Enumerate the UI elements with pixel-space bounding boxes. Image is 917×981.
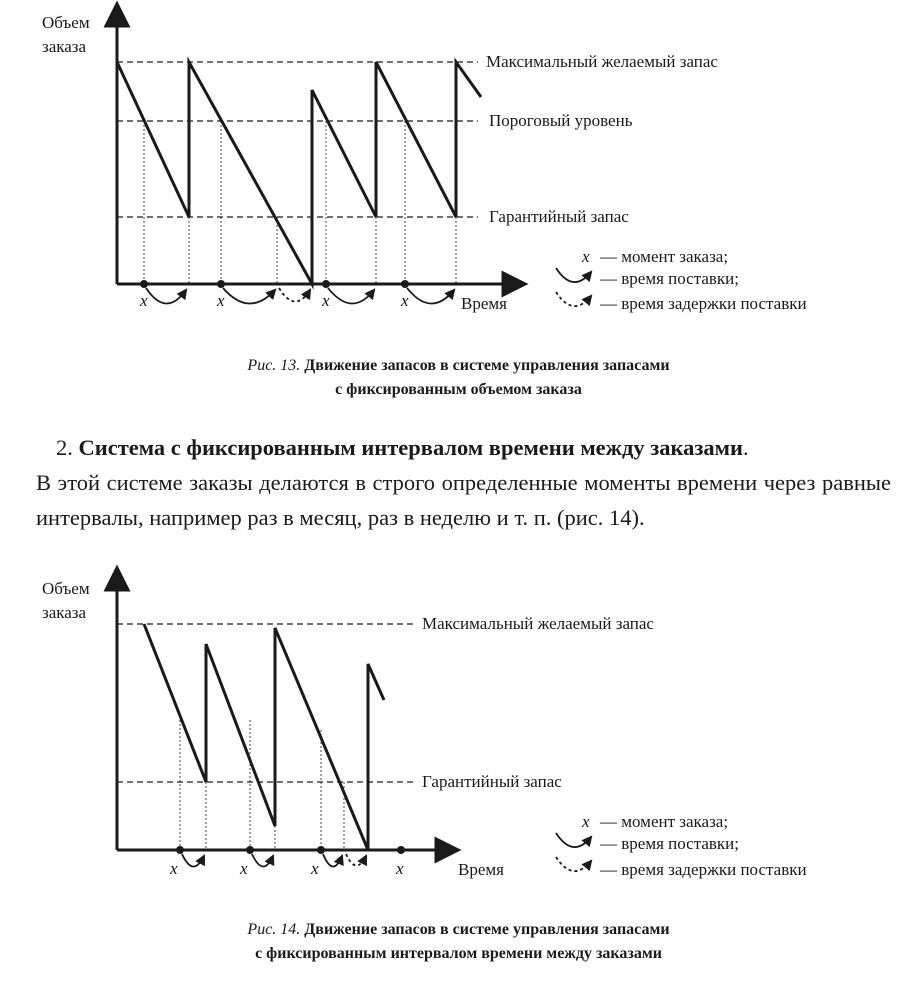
- fig13-y-axis-label-2: заказа: [42, 37, 87, 56]
- fig13-caption-line2: с фиксированным объемом заказа: [335, 381, 582, 398]
- fig13-legend-delivery-icon: [556, 268, 591, 282]
- fig13-stock-line: [117, 62, 481, 284]
- fig14-delivery-arcs: [182, 854, 366, 867]
- fig14-caption-number: Рис. 14.: [247, 921, 301, 938]
- fig13-legend-order-symbol: x: [582, 247, 590, 266]
- fig13-order-x: x: [322, 291, 330, 310]
- fig13-order-labels: [139, 291, 409, 310]
- fig14-legend-order-symbol: x: [582, 812, 590, 831]
- fig14-y-axis-label-1: Объем: [42, 579, 90, 598]
- fig13-caption-line1: Движение запасов в системе управления запасами: [304, 357, 670, 374]
- fig14-order-x: x: [396, 859, 404, 878]
- figure-14: [42, 578, 807, 879]
- fig14-legend-order-text: — момент заказа;: [600, 812, 729, 831]
- fig13-level-safety-label: Гарантийный запас: [489, 207, 629, 226]
- section-heading-end: .: [742, 435, 749, 460]
- figure-13: [42, 13, 807, 313]
- section-body-text: В этой системе заказы делаются в строго определенные моменты времени через равные интервалы, например раз в месяц, раз в неделю и т. п. (рис. 14).: [36, 470, 891, 530]
- fig14-order-labels: [169, 859, 404, 878]
- fig14-order-x: x: [240, 859, 248, 878]
- fig14-order-x: x: [170, 859, 178, 878]
- fig14-legend-delivery-icon: [556, 833, 591, 847]
- fig13-y-axis-label-1: Объем: [42, 13, 90, 32]
- fig14-caption-line1: Движение запасов в системе управления запасами: [304, 921, 670, 938]
- fig13-legend-order-text: — момент заказа;: [600, 247, 729, 266]
- fig13-order-x: x: [401, 291, 409, 310]
- fig14-legend-delay-icon: [556, 857, 591, 871]
- section-paragraph: [36, 430, 891, 535]
- section-heading: [36, 430, 891, 465]
- fig13-order-x: x: [140, 291, 148, 310]
- fig13-level-max-label: Максимальный желаемый запас: [486, 52, 718, 71]
- fig14-level-safety-label: Гарантийный запас: [422, 772, 562, 791]
- fig14-level-max-label: Максимальный желаемый запас: [422, 614, 654, 633]
- fig14-y-axis-label-2: заказа: [42, 603, 87, 622]
- fig14-x-axis-label: Время: [458, 860, 504, 879]
- fig14-order-x: x: [311, 859, 319, 878]
- fig13-x-axis-label: Время: [461, 294, 507, 313]
- fig14-legend-delivery-text: — время поставки;: [600, 834, 740, 853]
- fig13-caption-number: Рис. 13.: [247, 357, 301, 374]
- fig13-order-x: x: [217, 291, 225, 310]
- section-heading-title: Система с фиксированным интервалом времени между заказами: [78, 435, 743, 460]
- fig14-caption-line2: с фиксированным интервалом времени между заказами: [255, 945, 662, 962]
- fig14-level-lines: [117, 624, 417, 782]
- fig14-legend-delay-text: — время задержки поставки: [600, 860, 807, 879]
- fig13-legend-delay-icon: [556, 292, 591, 306]
- section-heading-number: 2.: [56, 435, 73, 460]
- fig13-legend-delivery-text: — время поставки;: [600, 269, 740, 288]
- fig13-legend-delay-text: — время задержки поставки: [600, 294, 807, 313]
- fig13-caption: [0, 354, 917, 402]
- fig14-caption: [0, 918, 917, 966]
- fig13-level-lines: [117, 62, 478, 217]
- fig13-level-threshold-label: Пороговый уровень: [489, 111, 633, 130]
